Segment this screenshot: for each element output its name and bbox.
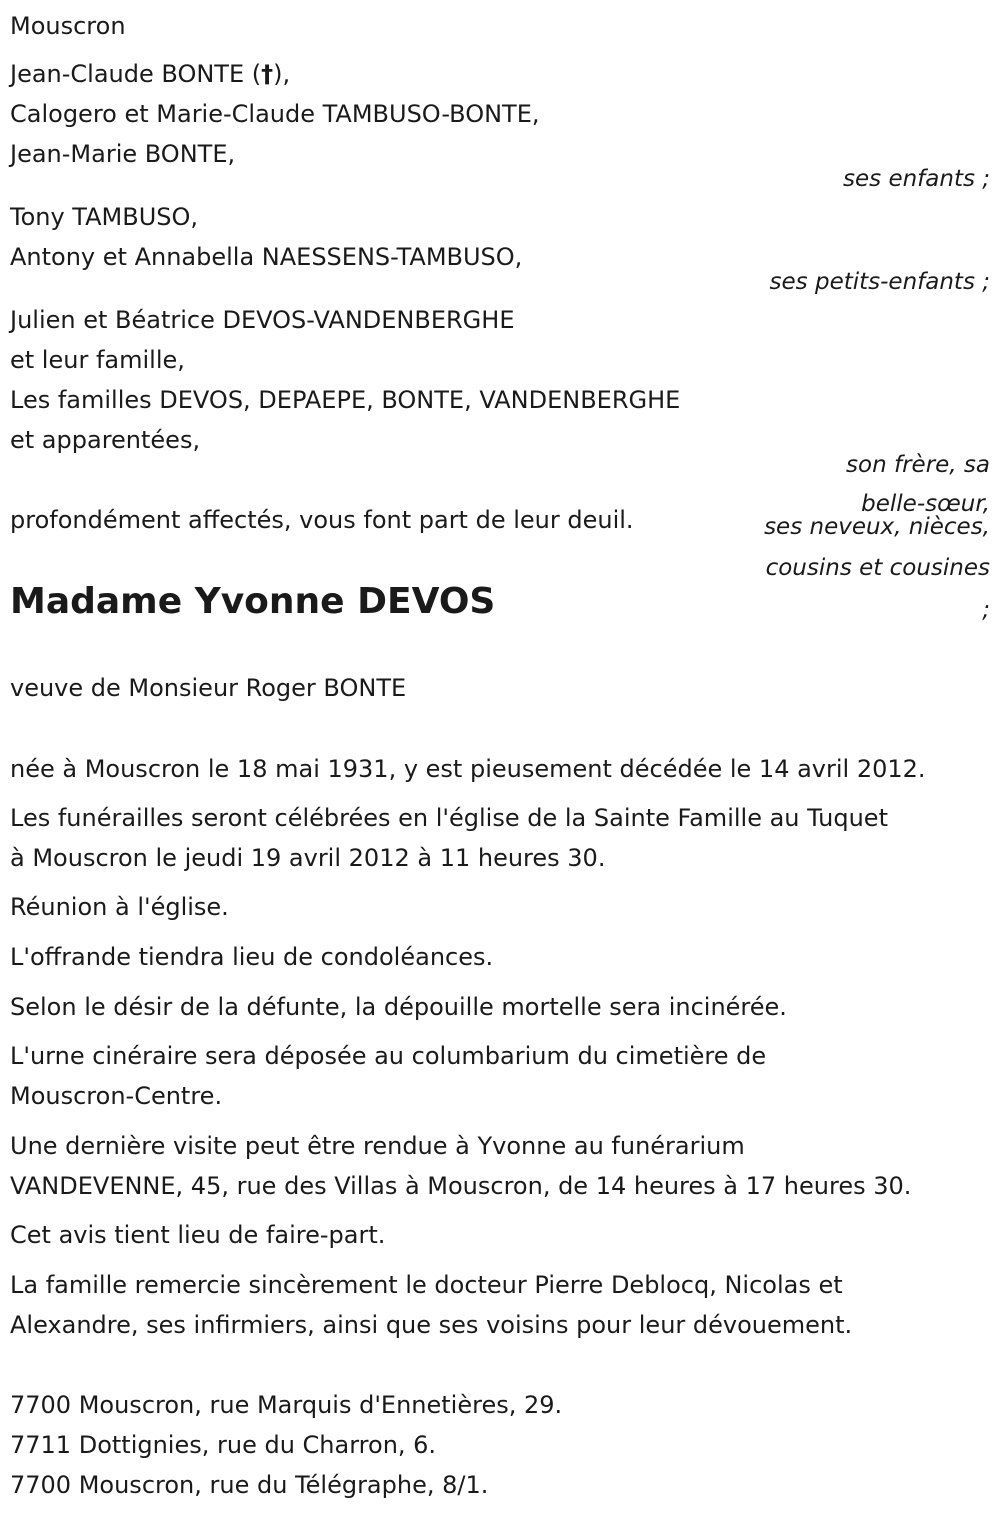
cross-close: ),	[273, 60, 291, 88]
child-line-2: Calogero et Marie-Claude TAMBUSO-BONTE,	[10, 100, 540, 128]
role-grandchildren: ses petits-enfants ;	[769, 269, 990, 295]
funeral-line-1: Les funérailles seront célébrées en l'église de la Sainte Famille au Tuquet	[10, 804, 888, 832]
thanks-line-2: Alexandre, ses infirmiers, ainsi que ses voisins pour leur dévouement.	[10, 1311, 853, 1339]
role-children: ses enfants ;	[843, 166, 990, 192]
role-family-2: belle-sœur,	[861, 491, 990, 517]
child-line-1	[10, 54, 290, 94]
offering-line: L'offrande tiendra lieu de condoléances.	[10, 943, 494, 971]
role-family-4: cousins et cousines	[765, 555, 990, 581]
announcement: profondément affectés, vous font part de leur deuil.	[10, 506, 634, 534]
visit-line-2: VANDEVENNE, 45, rue des Villas à Mouscron, de 14 heures à 17 heures 30.	[10, 1172, 912, 1200]
address-1: 7700 Mouscron, rue Marquis d'Ennetières, 29.	[10, 1391, 563, 1419]
child-name-1: Jean-Claude BONTE (	[10, 60, 262, 88]
birth-death-line: née à Mouscron le 18 mai 1931, y est pieusement décédée le 14 avril 2012.	[10, 755, 926, 783]
role-family-5: ;	[982, 597, 990, 623]
role-family-1: son frère, sa	[846, 452, 990, 478]
address-3: 7700 Mouscron, rue du Télégraphe, 8/1.	[10, 1471, 489, 1499]
notice-line: Cet avis tient lieu de faire-part.	[10, 1221, 386, 1249]
urn-line-1: L'urne cinéraire sera déposée au columbarium du cimetière de	[10, 1042, 767, 1070]
deceased-name: Madame Yvonne DEVOS	[10, 581, 496, 622]
role-family-3: ses neveux, nièces,	[764, 514, 990, 540]
town-name: Mouscron	[10, 12, 126, 40]
urn-line-2: Mouscron-Centre.	[10, 1082, 223, 1110]
family-line-4: et apparentées,	[10, 426, 201, 454]
address-2: 7711 Dottignies, rue du Charron, 6.	[10, 1431, 437, 1459]
thanks-line-1: La famille remercie sincèrement le docteur Pierre Deblocq, Nicolas et	[10, 1271, 843, 1299]
grandchild-line-1: Tony TAMBUSO,	[10, 203, 199, 231]
family-line-2: et leur famille,	[10, 346, 185, 374]
family-line-3: Les familles DEVOS, DEPAEPE, BONTE, VANDENBERGHE	[10, 386, 681, 414]
funeral-line-2: à Mouscron le jeudi 19 avril 2012 à 11 heures 30.	[10, 844, 606, 872]
family-line-1: Julien et Béatrice DEVOS-VANDENBERGHE	[10, 306, 515, 334]
child-line-3: Jean-Marie BONTE,	[10, 140, 236, 168]
widow-of: veuve de Monsieur Roger BONTE	[10, 674, 407, 702]
grandchild-line-2: Antony et Annabella NAESSENS-TAMBUSO,	[10, 243, 523, 271]
cross-icon: †	[261, 60, 274, 88]
cremation-line: Selon le désir de la défunte, la dépouille mortelle sera incinérée.	[10, 993, 787, 1021]
visit-line-1: Une dernière visite peut être rendue à Yvonne au funérarium	[10, 1132, 745, 1160]
reunion-line: Réunion à l'église.	[10, 893, 229, 921]
